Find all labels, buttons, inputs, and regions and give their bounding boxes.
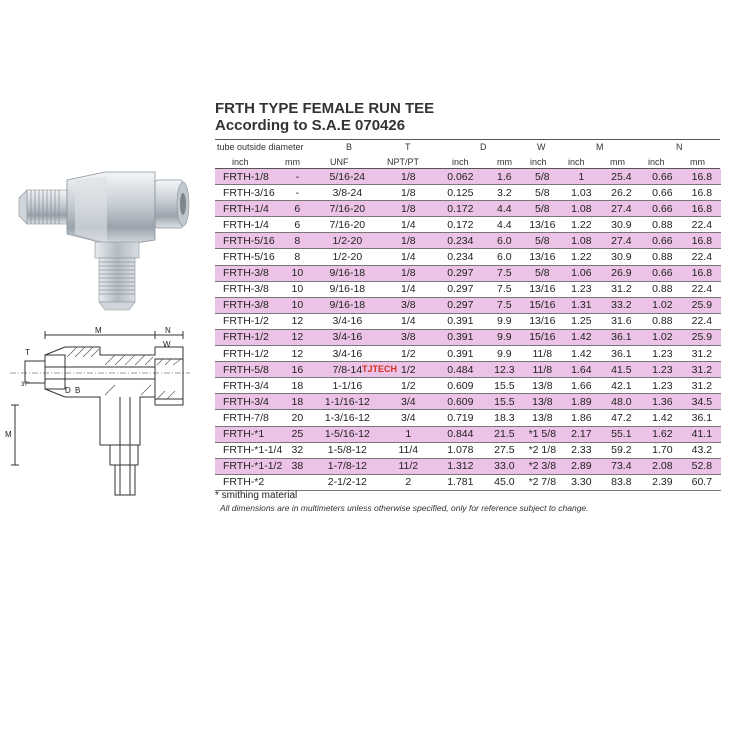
- table-cell: 3/4-16: [332, 315, 363, 328]
- table-cell: 25.4: [611, 170, 632, 183]
- table-cell: 9.9: [497, 347, 512, 360]
- table-row: [215, 458, 721, 474]
- table-cell: 30.9: [611, 218, 632, 231]
- table-cell: 1.03: [571, 186, 592, 199]
- table-cell: 0.297: [447, 299, 474, 312]
- table-cell: 31.2: [691, 363, 713, 376]
- table-cell: FRTH-*1-1/4: [223, 444, 283, 457]
- table-cell: 0.125: [447, 186, 474, 199]
- table-cell: 2.39: [652, 476, 673, 489]
- table-cell: 0.172: [447, 202, 474, 215]
- table-cell: 11/4: [398, 444, 419, 457]
- header-n-mm: mm: [690, 157, 705, 167]
- table-cell: 7.5: [497, 283, 512, 296]
- table-cell: 0.66: [652, 186, 673, 199]
- table-cell: 22.4: [691, 251, 713, 264]
- table-cell: 3/8: [401, 299, 416, 312]
- table-cell: 43.2: [691, 444, 713, 457]
- table-cell: 1/4: [401, 315, 416, 328]
- header-d-mm: mm: [497, 157, 512, 167]
- table-cell: 0.66: [652, 202, 673, 215]
- table-cell: FRTH-3/4: [223, 395, 269, 408]
- table-row: [215, 281, 721, 297]
- header-npt: NPT/PT: [387, 157, 420, 167]
- table-cell: 9.9: [497, 331, 512, 344]
- table-cell: 1.781: [447, 476, 474, 489]
- table-cell: 26.2: [611, 186, 632, 199]
- table-cell: 31.2: [691, 347, 713, 360]
- table-row: [215, 313, 721, 329]
- table-cell: 13/16: [529, 315, 556, 328]
- table-cell: 2-1/2-12: [327, 476, 367, 489]
- table-cell: 41.5: [611, 363, 632, 376]
- table-cell: 16.8: [691, 170, 713, 183]
- table-cell: 33.0: [494, 460, 515, 473]
- table-cell: FRTH-3/16: [223, 186, 275, 199]
- table-cell: *2 3/8: [528, 460, 557, 473]
- table-cell: 13/8: [532, 379, 553, 392]
- table-cell: 13/8: [532, 411, 553, 424]
- table-cell: 6: [294, 218, 301, 231]
- table-cell: 1.312: [447, 460, 474, 473]
- table-cell: 16.8: [691, 234, 713, 247]
- table-cell: 1-5/16-12: [324, 428, 370, 441]
- table-cell: 1-3/16-12: [324, 411, 370, 424]
- table-cell: 1.25: [571, 315, 592, 328]
- table-cell: FRTH-1/2: [223, 331, 269, 344]
- table-cell: 36.1: [611, 331, 632, 344]
- table-cell: 3/4: [401, 395, 416, 408]
- table-cell: 25: [291, 428, 304, 441]
- dim-label-b: B: [75, 386, 81, 395]
- table-cell: 1.08: [571, 202, 592, 215]
- table-cell: 42.1: [611, 379, 632, 392]
- table-cell: 1-1/16-12: [324, 395, 370, 408]
- dim-label-angle: 37°: [21, 382, 31, 388]
- table-cell: 1.70: [652, 444, 673, 457]
- table-cell: 9/16-18: [329, 267, 366, 280]
- table-cell: 21.5: [494, 428, 515, 441]
- table-cell: 31.6: [611, 315, 632, 328]
- table-cell: 32: [291, 444, 304, 457]
- table-cell: 0.062: [447, 170, 474, 183]
- table-row: [215, 201, 721, 217]
- table-cell: 0.844: [447, 428, 474, 441]
- table-cell: 1/8: [401, 267, 416, 280]
- table-cell: 15.5: [494, 379, 515, 392]
- table-cell: 7/8-14: [332, 363, 363, 376]
- header-n: N: [676, 142, 683, 152]
- table-cell: 8: [294, 234, 301, 247]
- technical-drawing: [5, 325, 195, 505]
- table-cell: 15/16: [529, 299, 556, 312]
- table-cell: 83.8: [611, 476, 632, 489]
- table-cell: 9/16-18: [329, 283, 366, 296]
- table-cell: 73.4: [611, 460, 632, 473]
- table-cell: 13/16: [529, 283, 556, 296]
- table-cell: 0.391: [447, 347, 474, 360]
- table-cell: -: [295, 186, 300, 199]
- dimension-note: All dimensions are in multimeters unless otherwise specified, only for reference subject to change.: [220, 503, 589, 513]
- table-cell: 13/8: [532, 395, 553, 408]
- table-row: [215, 297, 721, 313]
- table-cell: FRTH-5/16: [223, 234, 275, 247]
- table-cell: FRTH-1/2: [223, 315, 269, 328]
- table-cell: 3.2: [497, 186, 512, 199]
- table-cell: 3/4: [401, 411, 416, 424]
- table-row: [215, 185, 721, 201]
- table-cell: 18: [291, 379, 304, 392]
- table-cell: 1.23: [652, 347, 673, 360]
- table-row: [215, 217, 721, 233]
- spec-table: [215, 169, 721, 491]
- header-w-inch: inch: [530, 157, 547, 167]
- table-cell: 16.8: [691, 267, 713, 280]
- fitting-photo: [15, 150, 195, 320]
- table-cell: FRTH-3/8: [223, 299, 269, 312]
- table-cell: 48.0: [611, 395, 632, 408]
- table-cell: 16.8: [691, 186, 713, 199]
- header-d-inch: inch: [452, 157, 469, 167]
- table-cell: FRTH-1/2: [223, 347, 269, 360]
- header-mm: mm: [285, 157, 300, 167]
- table-cell: 1.02: [652, 331, 673, 344]
- table-cell: 3/4-16: [332, 331, 363, 344]
- table-cell: 3/4-16: [332, 347, 363, 360]
- table-cell: 1.86: [571, 411, 592, 424]
- table-row: [215, 426, 721, 442]
- table-cell: FRTH-1/4: [223, 202, 269, 215]
- table-cell: 1.08: [571, 234, 592, 247]
- table-cell: 1: [405, 428, 412, 441]
- table-cell: 0.172: [447, 218, 474, 231]
- table-cell: 60.7: [691, 476, 713, 489]
- table-cell: 1/8: [401, 186, 416, 199]
- table-cell: 5/8: [535, 267, 550, 280]
- table-cell: 3/8: [401, 331, 416, 344]
- table-cell: 2.17: [571, 428, 592, 441]
- table-cell: 31.2: [691, 379, 713, 392]
- header-n-inch: inch: [648, 157, 665, 167]
- table-cell: 11/8: [532, 363, 553, 376]
- header-unf: UNF: [330, 157, 349, 167]
- table-cell: 0.66: [652, 267, 673, 280]
- table-cell: -: [295, 170, 300, 183]
- dim-label-t: T: [25, 348, 30, 357]
- table-cell: 10: [291, 267, 304, 280]
- table-cell: 27.4: [611, 234, 632, 247]
- table-cell: 7.5: [497, 299, 512, 312]
- table-row: [215, 233, 721, 249]
- table-cell: 0.234: [447, 251, 474, 264]
- table-cell: 7/16-20: [329, 202, 366, 215]
- table-row: [215, 265, 721, 281]
- header-w: W: [537, 142, 546, 152]
- table-cell: 6.0: [497, 234, 512, 247]
- table-cell: 0.484: [447, 363, 474, 376]
- table-cell: 16: [291, 363, 304, 376]
- table-cell: 1/4: [401, 251, 416, 264]
- table-cell: 1/2: [401, 363, 416, 376]
- table-cell: 11/2: [398, 460, 419, 473]
- table-cell: 0.66: [652, 234, 673, 247]
- table-cell: 0.88: [652, 251, 673, 264]
- table-cell: 1/2-20: [332, 251, 363, 264]
- table-cell: 1.36: [652, 395, 673, 408]
- table-cell: FRTH-*1-1/2: [223, 460, 283, 473]
- table-cell: FRTH-3/4: [223, 379, 269, 392]
- table-cell: 15/16: [529, 331, 556, 344]
- table-cell: 18: [291, 395, 304, 408]
- table-cell: 55.1: [611, 428, 632, 441]
- table-cell: 6: [294, 202, 301, 215]
- table-cell: 0.66: [652, 170, 673, 183]
- table-cell: 3/8-24: [332, 186, 363, 199]
- table-cell: 12: [291, 315, 304, 328]
- table-row: [215, 362, 721, 378]
- table-cell: FRTH-1/8: [223, 170, 269, 183]
- table-row: [215, 442, 721, 458]
- table-cell: FRTH-*2: [223, 476, 265, 489]
- table-row: [215, 474, 721, 490]
- table-cell: 1.06: [571, 267, 592, 280]
- table-cell: 1.22: [571, 251, 592, 264]
- table-cell: 11/8: [532, 347, 553, 360]
- table-cell: 0.609: [447, 379, 474, 392]
- table-cell: 34.5: [691, 395, 713, 408]
- table-cell: FRTH-5/16: [223, 251, 275, 264]
- table-cell: 20: [291, 411, 304, 424]
- table-cell: 9/16-18: [329, 299, 366, 312]
- table-cell: 1: [578, 170, 585, 183]
- table-cell: 1.23: [652, 379, 673, 392]
- table-cell: 1.64: [571, 363, 592, 376]
- table-cell: 8: [294, 251, 301, 264]
- table-cell: 1.66: [571, 379, 592, 392]
- table-cell: 3.30: [571, 476, 592, 489]
- table-cell: 30.9: [611, 251, 632, 264]
- table-cell: 1-1/16: [332, 379, 363, 392]
- table-cell: 0.88: [652, 283, 673, 296]
- table-cell: 0.297: [447, 267, 474, 280]
- table-cell: 1.078: [447, 444, 474, 457]
- table-row: [215, 394, 721, 410]
- table-cell: 0.609: [447, 395, 474, 408]
- header-t: T: [405, 142, 411, 152]
- table-cell: 10: [291, 283, 304, 296]
- table-cell: 36.1: [691, 411, 713, 424]
- dim-label-m-top: M: [95, 326, 102, 335]
- table-cell: 25.9: [691, 299, 713, 312]
- table-cell: 1/8: [401, 202, 416, 215]
- table-cell: 5/8: [535, 234, 550, 247]
- table-cell: 1.23: [571, 283, 592, 296]
- table-cell: *2 1/8: [528, 444, 557, 457]
- table-cell: 0.234: [447, 234, 474, 247]
- dim-label-w: W: [163, 340, 171, 349]
- header-b: B: [346, 142, 353, 152]
- watermark-logo: TJTECH: [362, 364, 398, 374]
- table-cell: 0.88: [652, 218, 673, 231]
- table-cell: 6.0: [497, 251, 512, 264]
- table-cell: 1.89: [571, 395, 592, 408]
- dim-label-m-side: M: [5, 430, 12, 439]
- table-cell: 22.4: [691, 315, 713, 328]
- header-m: M: [596, 142, 604, 152]
- table-cell: 36.1: [611, 347, 632, 360]
- table-cell: 5/16-24: [329, 170, 366, 183]
- table-cell: 25.9: [691, 331, 713, 344]
- table-cell: 38: [291, 460, 304, 473]
- table-cell: FRTH-7/8: [223, 411, 269, 424]
- table-cell: 0.391: [447, 315, 474, 328]
- table-cell: 18.3: [494, 411, 515, 424]
- table-cell: FRTH-1/4: [223, 218, 269, 231]
- dim-label-d: D: [65, 386, 71, 395]
- table-cell: FRTH-3/8: [223, 267, 269, 280]
- table-cell: 1.42: [571, 331, 592, 344]
- header-tube: tube outside diameter: [217, 142, 304, 152]
- table-cell: 13/16: [529, 218, 556, 231]
- table-row: [215, 169, 721, 185]
- table-cell: 1-5/8-12: [327, 444, 367, 457]
- table-cell: 1.31: [571, 299, 592, 312]
- page-title: FRTH TYPE FEMALE RUN TEE: [215, 100, 435, 117]
- table-cell: 26.9: [611, 267, 632, 280]
- table-cell: 22.4: [691, 218, 713, 231]
- table-cell: 10: [291, 299, 304, 312]
- table-cell: 59.2: [611, 444, 632, 457]
- table-cell: 4.4: [497, 202, 512, 215]
- table-cell: 9.9: [497, 315, 512, 328]
- table-cell: 1/4: [401, 283, 416, 296]
- table-cell: FRTH-5/8: [223, 363, 269, 376]
- header-m-mm: mm: [610, 157, 625, 167]
- table-cell: 5/8: [535, 186, 550, 199]
- table-cell: 5/8: [535, 170, 550, 183]
- table-cell: 47.2: [611, 411, 632, 424]
- table-cell: 1.02: [652, 299, 673, 312]
- table-row: [215, 378, 721, 394]
- table-cell: 1/2: [401, 347, 416, 360]
- table-cell: 1.23: [652, 363, 673, 376]
- table-cell: 15.5: [494, 395, 515, 408]
- table-cell: FRTH-3/8: [223, 283, 269, 296]
- table-cell: 1/2-20: [332, 234, 363, 247]
- table-cell: 1.22: [571, 218, 592, 231]
- table-cell: 1.62: [652, 428, 673, 441]
- table-cell: 16.8: [691, 202, 713, 215]
- page-subtitle: According to S.A.E 070426: [215, 117, 406, 134]
- table-cell: 2.89: [571, 460, 592, 473]
- table-cell: 1.42: [571, 347, 592, 360]
- table-cell: 33.2: [611, 299, 632, 312]
- table-row: [215, 329, 721, 345]
- table-cell: 7.5: [497, 267, 512, 280]
- table-cell: 1/8: [401, 234, 416, 247]
- table-cell: FRTH-*1: [223, 428, 265, 441]
- table-cell: 1/2: [401, 379, 416, 392]
- table-cell: 0.297: [447, 283, 474, 296]
- table-cell: 52.8: [691, 460, 713, 473]
- table-cell: 0.719: [447, 411, 474, 424]
- table-cell: 1.42: [652, 411, 673, 424]
- table-cell: 2.33: [571, 444, 592, 457]
- table-cell: 41.1: [691, 428, 713, 441]
- header-m-inch: inch: [568, 157, 585, 167]
- header-rule-top: [215, 139, 720, 140]
- table-cell: 45.0: [494, 476, 515, 489]
- table-cell: [282, 474, 312, 490]
- table-cell: 1/4: [401, 218, 416, 231]
- table-cell: 12.3: [494, 363, 515, 376]
- table-row: [215, 410, 721, 426]
- header-inch: inch: [232, 157, 249, 167]
- table-cell: 1/8: [401, 170, 416, 183]
- table-cell: 1.6: [497, 170, 512, 183]
- dim-label-n-top: N: [165, 326, 171, 335]
- table-cell: 27.4: [611, 202, 632, 215]
- table-cell: 1-7/8-12: [327, 460, 367, 473]
- table-cell: 0.391: [447, 331, 474, 344]
- header-d: D: [480, 142, 487, 152]
- table-cell: 22.4: [691, 283, 713, 296]
- table-row: [215, 346, 721, 362]
- table-cell: 4.4: [497, 218, 512, 231]
- table-cell: 12: [291, 347, 304, 360]
- table-cell: 2: [405, 476, 412, 489]
- table-cell: 12: [291, 331, 304, 344]
- table-cell: 0.88: [652, 315, 673, 328]
- table-cell: 13/16: [529, 251, 556, 264]
- table-cell: 2.08: [652, 460, 673, 473]
- table-cell: 7/16-20: [329, 218, 366, 231]
- table-cell: 27.5: [494, 444, 515, 457]
- table-cell: 5/8: [535, 202, 550, 215]
- table-cell: *2 7/8: [528, 476, 557, 489]
- table-cell: *1 5/8: [528, 428, 557, 441]
- footnote: * smithing material: [215, 490, 298, 501]
- table-cell: 31.2: [611, 283, 632, 296]
- table-row: [215, 249, 721, 265]
